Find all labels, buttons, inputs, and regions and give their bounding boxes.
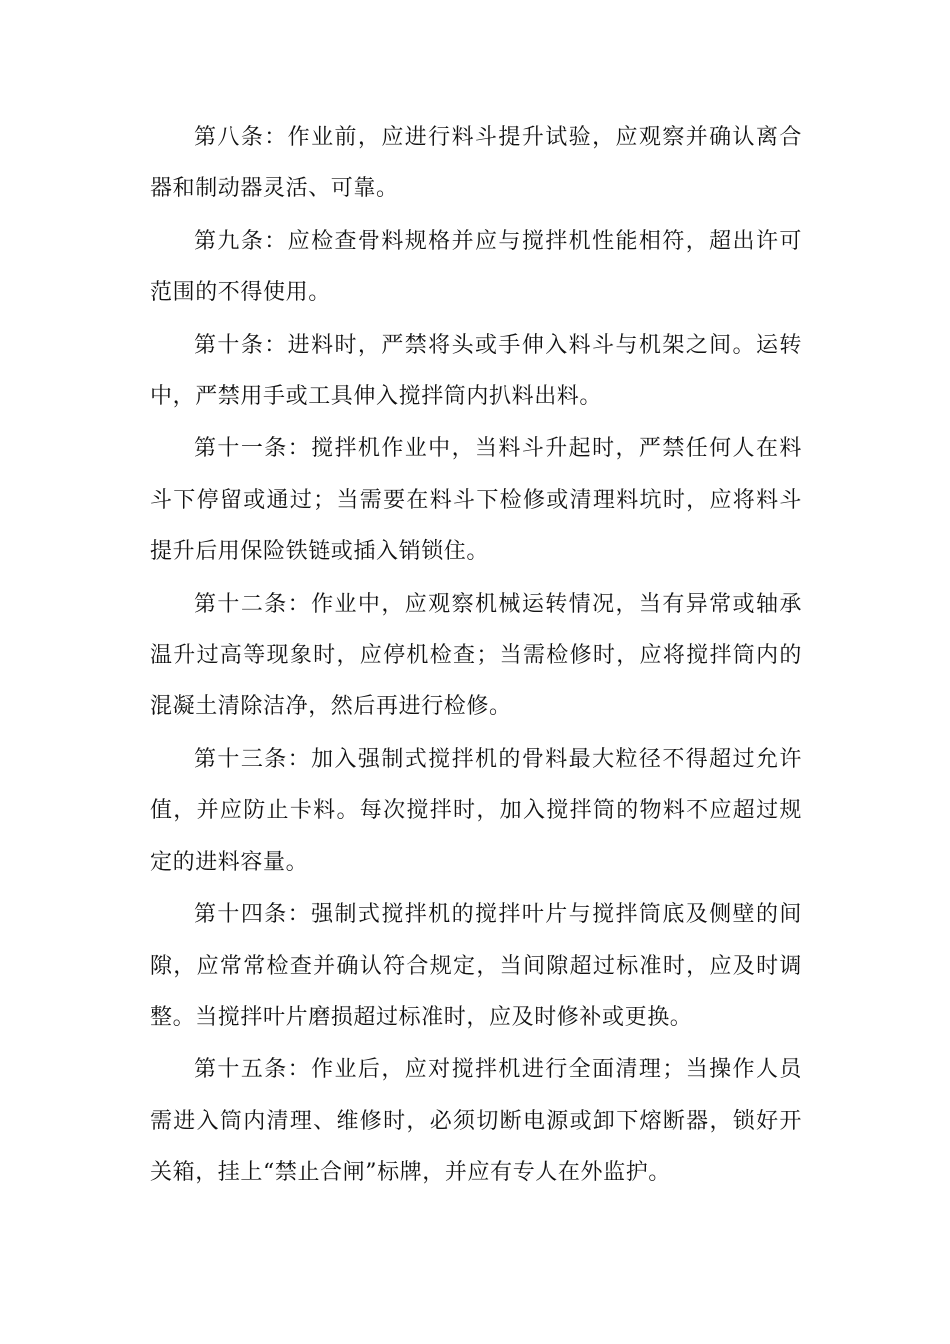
article-14: 第十四条：强制式搅拌机的搅拌叶片与搅拌筒底及侧壁的间隙，应常常检查并确认符合规定，当间隙超过标准时，应及时调整。当搅拌叶片磨损超过标准时，应及时修补或更换。 bbox=[150, 902, 802, 1030]
article-10: 第十条：进料时，严禁将头或手伸入料斗与机架之间。运转中，严禁用手或工具伸入搅拌筒内扒料出料。 bbox=[150, 332, 802, 410]
article-9: 第九条：应检查骨料规格并应与搅拌机性能相符，超出许可范围的不得使用。 bbox=[150, 228, 802, 306]
article-15: 第十五条：作业后，应对搅拌机进行全面清理；当操作人员需进入筒内清理、维修时，必须切断电源或卸下熔断器，锁好开关箱，挂上“禁止合闸”标牌，并应有专人在外监护。 bbox=[150, 1057, 802, 1186]
article-11: 第十一条：搅拌机作业中，当料斗升起时，严禁任何人在料斗下停留或通过；当需要在料斗下检修或清理料坑时，应将料斗提升后用保险铁链或插入销锁住。 bbox=[150, 436, 802, 565]
article-8: 第八条：作业前，应进行料斗提升试验，应观察并确认离合器和制动器灵活、可靠。 bbox=[150, 125, 802, 202]
article-13: 第十三条：加入强制式搅拌机的骨料最大粒径不得超过允许值，并应防止卡料。每次搅拌时，加入搅拌筒的物料不应超过规定的进料容量。 bbox=[150, 746, 802, 875]
document-body bbox=[150, 112, 802, 1200]
article-12: 第十二条：作业中，应观察机械运转情况，当有异常或轴承温升过高等现象时，应停机检查；当需检修时，应将搅拌筒内的混凝土清除洁净，然后再进行检修。 bbox=[150, 591, 802, 720]
